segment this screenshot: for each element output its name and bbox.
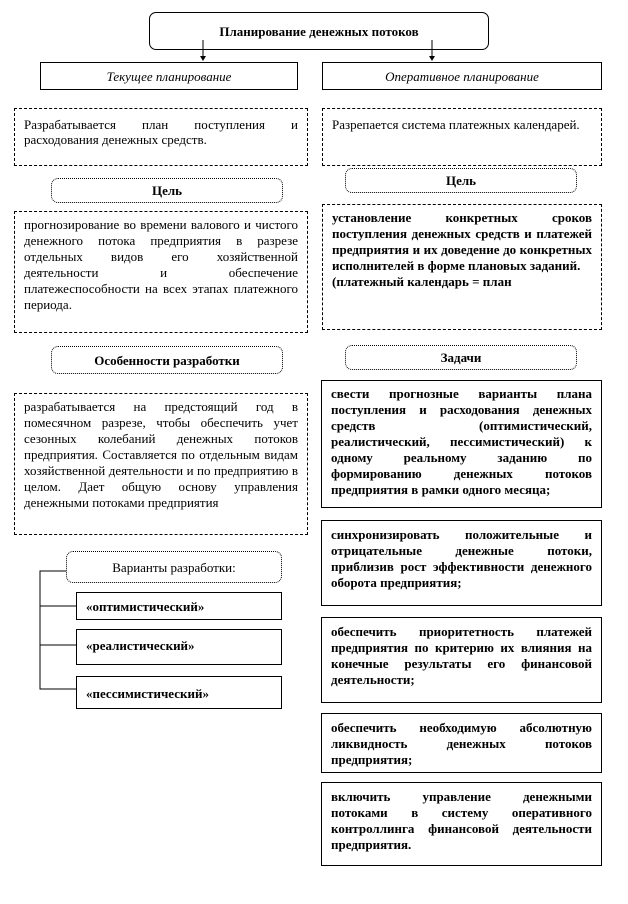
task-1-text: свести прогнозные варианты плана поступления и расходования денежных средств (оптимистический, реалистический, пессимистический) к одному реальному заданию по формированию денежных потоков предприятия в рамки одного месяца; — [331, 386, 592, 497]
current-planning-description — [14, 108, 308, 166]
task-4-text: обеспечить необходимую абсолютную ликвидность денежных потоков предприятия; — [331, 720, 592, 767]
variants-label-text: Варианты разработки: — [112, 559, 236, 575]
task-2-text: синхронизировать положительные и отрицательные денежные потоки, приблизив рост эффективности денежного оборота предприятия; — [331, 527, 592, 590]
operative-goal-note: (платежный календарь = план — [332, 274, 512, 289]
operative-planning-description-text: Разрепается система платежных календарей. — [332, 117, 580, 132]
header-box — [149, 12, 489, 50]
operative-goal-label-text: Цель — [445, 173, 477, 188]
variant-optimistic — [76, 592, 282, 620]
current-planning-label: Текущее планирование — [106, 68, 232, 84]
operative-tasks-label — [345, 345, 577, 370]
task-2 — [321, 520, 602, 606]
current-planning-description-text: Разрабатывается план поступления и расходования денежных средств. — [24, 117, 298, 147]
current-features-text-content: разрабатывается на предстоящий год в помесячном разрезе, чтобы обеспечить учет сезонных колебаний денежных потоков предприятия. Составляется по отдельным видам хозяйственной деятельности и по предприятию в целом. Дает общую основу управления денежными потоками предприятия — [24, 399, 298, 510]
current-features-label — [51, 346, 283, 374]
task-1 — [321, 380, 602, 508]
task-5-text: включить управление денежными потоками в систему оперативного контроллинга финансовой деятельности предприятия. — [331, 789, 592, 852]
current-features-label-text: Особенности разработки — [94, 352, 240, 368]
task-3-text: обеспечить приоритетность платежей предприятия по критерию их влияния на конечные результаты его финансовой деятельности; — [331, 624, 592, 687]
task-4 — [321, 713, 602, 773]
current-planning-title — [40, 62, 298, 90]
current-goal-text — [14, 211, 308, 333]
operative-planning-title — [322, 62, 602, 90]
operative-planning-description — [322, 108, 602, 166]
variant-pessimistic — [76, 676, 282, 709]
variant-realistic-text: «реалистический» — [86, 638, 195, 653]
variant-optimistic-text: «оптимистический» — [86, 599, 205, 614]
variant-realistic — [76, 629, 282, 665]
current-goal-label — [51, 178, 283, 203]
variant-pessimistic-text: «пессимистический» — [86, 686, 209, 701]
current-goal-label-text: Цель — [151, 183, 183, 198]
current-goal-text-content: прогнозирование во времени валового и чистого денежного потока предприятия в разрезе отдельных видов его хозяйственной деятельности и обеспечение платежеспособности на всех этапах платежного периода. — [24, 217, 298, 312]
operative-planning-label: Оперативное планирование — [385, 68, 539, 84]
task-5 — [321, 782, 602, 866]
current-features-text — [14, 393, 308, 535]
operative-goal-text — [322, 204, 602, 330]
operative-goal-text-content: установление конкретных сроков поступления денежных средств и платежей предприятия и их доведение до конкретных исполнителей в форме плановых заданий. — [332, 210, 592, 273]
header-title: Планирование денежных потоков — [219, 23, 419, 39]
variants-label — [66, 551, 282, 583]
operative-goal-label — [345, 168, 577, 193]
operative-tasks-label-text: Задачи — [440, 350, 482, 365]
task-3 — [321, 617, 602, 703]
